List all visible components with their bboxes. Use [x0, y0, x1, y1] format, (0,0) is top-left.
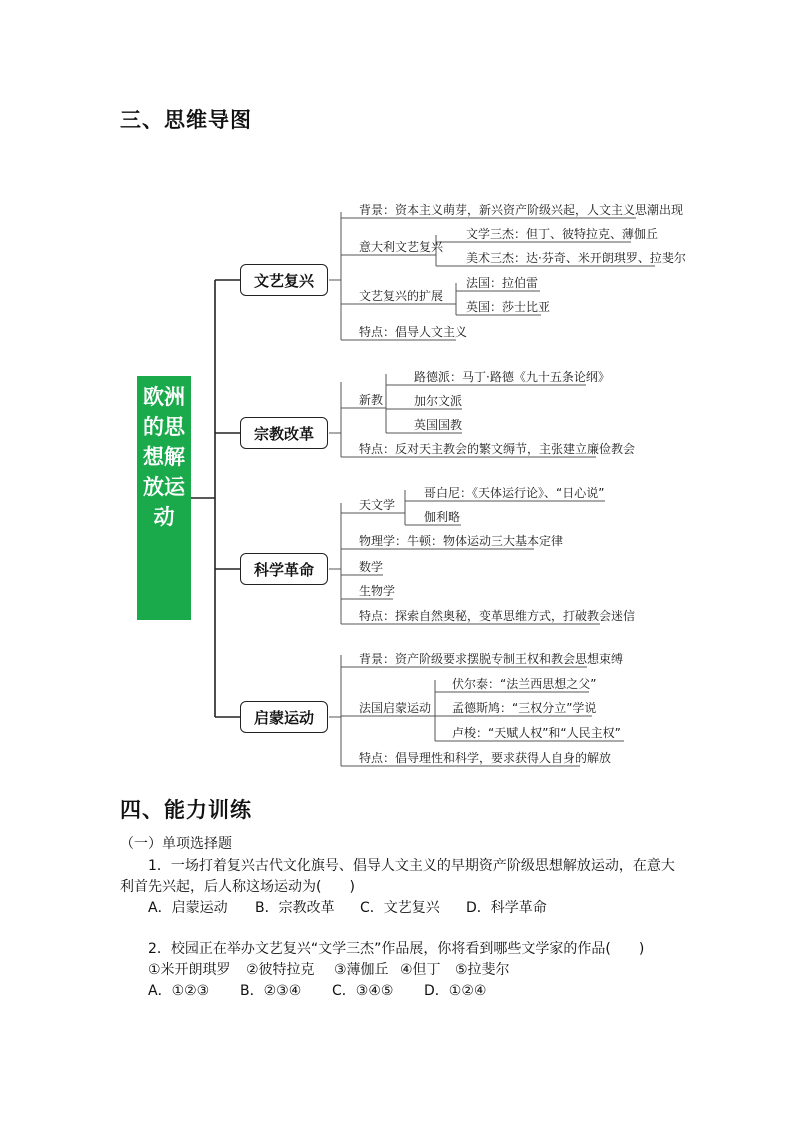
- subsection-title: （一）单项选择题: [120, 836, 232, 852]
- leaf-renaissance-feature: 特点：倡导人文主义: [359, 325, 468, 339]
- mind-map-root: 欧洲的思想解放运动: [137, 376, 191, 620]
- q2-line1: 2．校园正在举办文艺复兴“文学三杰”作品展，你将看到哪些文学家的作品( ): [148, 941, 645, 957]
- q1-option-a: A．启蒙运动: [148, 900, 228, 916]
- leaf-science-feature: 特点：探索自然奥秘，变革思维方式，打破教会迷信: [359, 609, 636, 623]
- q2-option-d: D．①②④: [424, 983, 487, 999]
- leaf-lutheran: 路德派：马丁·路德《九十五条论纲》: [414, 370, 610, 384]
- leaf-astronomy: 天文学: [359, 498, 396, 512]
- leaf-renaissance-spread: 文艺复兴的扩展: [359, 289, 444, 303]
- q1-line1: 1．一场打着复兴古代文化旗号、倡导人文主义的早期资产阶级思想解放运动，在意大: [148, 858, 675, 874]
- leaf-protestantism: 新教: [359, 393, 384, 407]
- q1-option-d: D．科学革命: [466, 900, 547, 916]
- branch-enlightenment: 启蒙运动: [240, 701, 328, 733]
- q2-option-c: C．③④⑤: [332, 983, 394, 999]
- q2-choice-1: ①米开朗琪罗: [148, 962, 231, 978]
- leaf-galileo: 伽利略: [424, 510, 461, 524]
- section3-title: 三、思维导图: [120, 108, 252, 132]
- leaf-italian-renaissance: 意大利文艺复兴: [359, 240, 444, 254]
- leaf-copernicus: 哥白尼：《天体运行论》、“日心说”: [424, 486, 605, 500]
- q2-choice-5: ⑤拉斐尔: [455, 962, 510, 978]
- leaf-calvinist: 加尔文派: [414, 394, 463, 408]
- leaf-french-enlightenment: 法国启蒙运动: [359, 701, 432, 715]
- section4-title: 四、能力训练: [120, 798, 252, 822]
- q2-option-b: B．②③④: [240, 983, 302, 999]
- branch-reformation: 宗教改革: [240, 417, 328, 449]
- q1-option-c: C．文艺复兴: [360, 900, 440, 916]
- branch-renaissance: 文艺复兴: [240, 264, 328, 296]
- leaf-france: 法国：拉伯雷: [466, 276, 539, 290]
- q2-option-a: A．①②③: [148, 983, 210, 999]
- leaf-art-masters: 美术三杰：达·芬奇、米开朗琪罗、拉斐尔: [466, 251, 686, 265]
- leaf-anglican: 英国国教: [414, 418, 463, 432]
- leaf-renaissance-background: 背景：资本主义萌芽，新兴资产阶级兴起，人文主义思潮出现: [359, 203, 684, 217]
- branch-scientific-revolution: 科学革命: [240, 553, 328, 585]
- q2-choice-2: ②彼特拉克: [246, 962, 315, 978]
- leaf-england: 英国：莎士比亚: [466, 300, 551, 314]
- leaf-voltaire: 伏尔泰：“法兰西思想之父”: [452, 677, 597, 691]
- q1-line2: 利首先兴起，后人称这场运动为( ): [120, 879, 355, 895]
- leaf-reformation-feature: 特点：反对天主教会的繁文缛节，主张建立廉俭教会: [359, 442, 636, 456]
- leaf-physics: 物理学：牛顿：物体运动三大基本定律: [359, 534, 564, 548]
- q2-choice-4: ④但丁: [400, 962, 441, 978]
- q2-choice-3: ③薄伽丘: [334, 962, 389, 978]
- leaf-literature-masters: 文学三杰：但丁、彼特拉克、薄伽丘: [466, 227, 659, 241]
- q1-option-b: B．宗教改革: [255, 900, 335, 916]
- leaf-enlightenment-feature: 特点：倡导理性和科学，要求获得人自身的解放: [359, 751, 612, 765]
- leaf-enlightenment-background: 背景：资产阶级要求摆脱专制王权和教会思想束缚: [359, 652, 624, 666]
- leaf-mathematics: 数学: [359, 560, 384, 574]
- leaf-rousseau: 卢梭：“天赋人权”和“人民主权”: [452, 726, 621, 740]
- leaf-biology: 生物学: [359, 584, 396, 598]
- leaf-montesquieu: 孟德斯鸠：“三权分立”学说: [452, 701, 597, 715]
